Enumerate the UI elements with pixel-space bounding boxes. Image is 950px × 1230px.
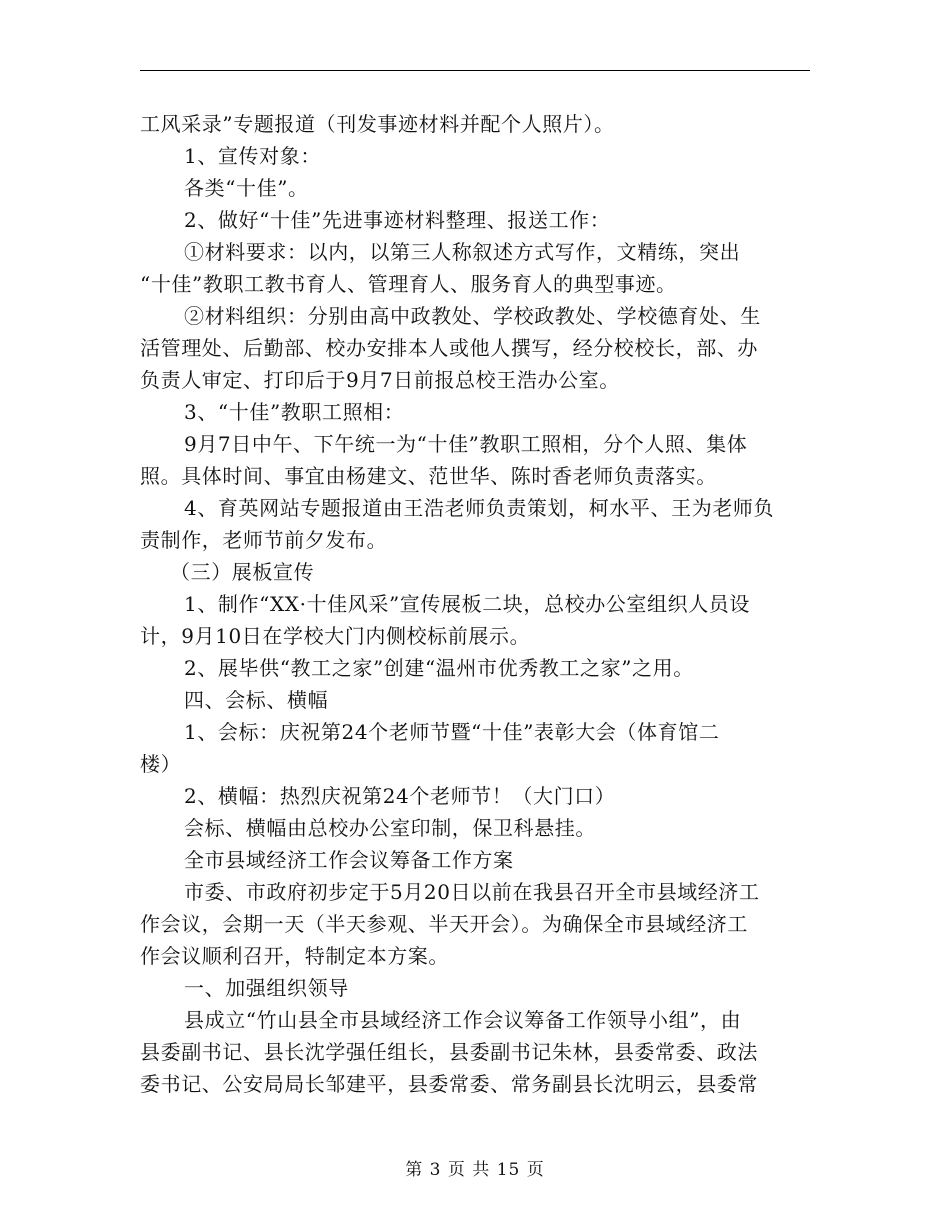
paragraph-line: 1、会标：庆祝第24个老师节暨“十佳”表彰大会（体育馆二	[184, 720, 720, 744]
paragraph-line: 各类“十佳”。	[184, 176, 309, 200]
paragraph-line: 作会议顺利召开，特制定本方案。	[140, 944, 449, 968]
paragraph-line: 照。具体时间、事宜由杨建文、范世华、陈时香老师负责落实。	[140, 464, 717, 488]
paragraph-line: 4、育英网站专题报道由王浩老师负责策划，柯水平、王为老师负	[184, 496, 775, 520]
paragraph-line: 计，9月10日在学校大门内侧校标前展示。	[140, 624, 531, 648]
paragraph-line: “十佳”教职工教书育人、管理育人、服务育人的典型事迹。	[140, 272, 677, 296]
paragraph-line: ①材料要求：以内，以第三人称叙述方式写作，文精练，突出	[184, 240, 741, 264]
paragraph-line: ②材料组织：分别由高中政教处、学校政教处、学校德育处、生	[184, 304, 761, 328]
paragraph-line: 责制作，老师节前夕发布。	[140, 528, 388, 552]
paragraph-line: 2、展毕供“教工之家”创建“温州市优秀教工之家”之用。	[184, 656, 694, 680]
paragraph-line: 负责人审定、打印后于9月7日前报总校王浩办公室。	[140, 368, 620, 392]
page-number-footer: 第 3 页 共 15 页	[405, 1160, 545, 1180]
paragraph-line: 1、制作“XX·十佳风采”宣传展板二块，总校办公室组织人员设	[184, 592, 751, 616]
section-heading: 一、加强组织领导	[184, 976, 349, 1000]
document-title: 全市县域经济工作会议筹备工作方案	[184, 848, 514, 872]
paragraph-line: 县成立“竹山县全市县域经济工作会议筹备工作领导小组”，由	[184, 1008, 742, 1032]
paragraph-line: 1、宣传对象：	[184, 144, 321, 168]
paragraph-line: 县委副书记、县长沈学强任组长，县委副书记朱林，县委常委、政法	[140, 1040, 758, 1064]
paragraph-line: 市委、市政府初步定于5月20日以前在我县召开全市县域经济工	[184, 880, 760, 904]
paragraph-line: 委书记、公安局局长邹建平，县委常委、常务副县长沈明云，县委常	[140, 1072, 758, 1096]
section-heading: （三）展板宣传	[170, 560, 315, 584]
paragraph-line: 工风采录”专题报道（刊发事迹材料并配个人照片）。	[140, 112, 615, 136]
paragraph-line: 作会议，会期一天（半天参观、半天开会）。为确保全市县域经济工	[140, 912, 748, 936]
section-heading: 四、会标、横幅	[184, 688, 329, 712]
header-rule	[140, 70, 810, 71]
paragraph-line: 3、“十佳”教职工照相：	[184, 400, 405, 424]
paragraph-line: 活管理处、后勤部、校办安排本人或他人撰写，经分校校长，部、办	[140, 336, 758, 360]
paragraph-line: 9月7日中午、下午统一为“十佳”教职工照相，分个人照、集体	[184, 432, 748, 456]
paragraph-line: 会标、横幅由总校办公室印制，保卫科悬挂。	[184, 816, 596, 840]
paragraph-line: 楼）	[140, 752, 182, 776]
paragraph-line: 2、做好“十佳”先进事迹材料整理、报送工作：	[184, 208, 611, 232]
paragraph-line: 2、横幅：热烈庆祝第24个老师节！（大门口）	[184, 784, 616, 808]
